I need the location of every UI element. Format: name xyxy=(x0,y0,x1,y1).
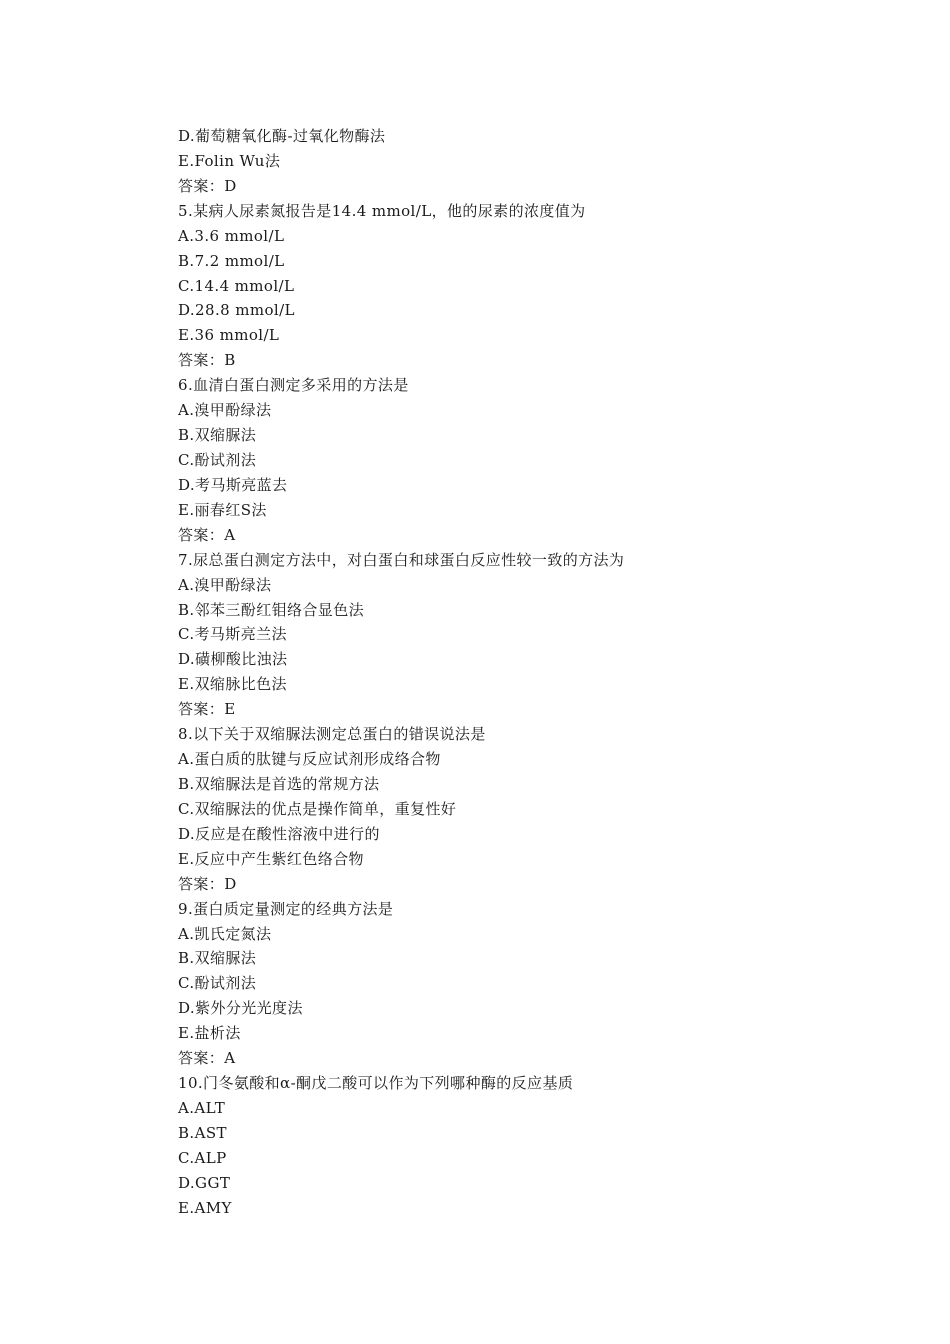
option-b-q10: B.AST xyxy=(178,1123,227,1142)
option-e-q4: E.Folin Wu法 xyxy=(178,151,281,170)
option-a-q10: A.ALT xyxy=(178,1098,226,1117)
option-b-q5: B.7.2 mmol/L xyxy=(178,251,285,270)
answer-q4: 答案：D xyxy=(178,176,237,195)
question-5: 5.某病人尿素氮报告是14.4 mmol/L，他的尿素的浓度值为 xyxy=(178,201,586,220)
option-d-q10: D.GGT xyxy=(178,1173,231,1192)
question-8: 8.以下关于双缩脲法测定总蛋白的错误说法是 xyxy=(178,725,486,744)
option-e-q6: E.丽春红S法 xyxy=(178,500,267,519)
option-d-q5: D.28.8 mmol/L xyxy=(178,301,295,320)
option-a-q5: A.3.6 mmol/L xyxy=(178,226,285,245)
option-e-q9: E.盐析法 xyxy=(178,1024,241,1043)
option-d-q7: D.磺柳酸比浊法 xyxy=(178,650,288,669)
option-a-q7: A.溴甲酚绿法 xyxy=(178,575,272,594)
option-a-q9: A.凯氏定氮法 xyxy=(178,924,272,943)
question-7: 7.尿总蛋白测定方法中，对白蛋白和球蛋白反应性较一致的方法为 xyxy=(178,550,625,569)
question-9: 9.蛋白质定量测定的经典方法是 xyxy=(178,899,394,918)
option-e-q8: E.反应中产生紫红色络合物 xyxy=(178,849,364,868)
option-a-q6: A.溴甲酚绿法 xyxy=(178,401,272,420)
option-c-q6: C.酚试剂法 xyxy=(178,450,257,469)
option-b-q7: B.邻苯三酚红钼络合显色法 xyxy=(178,600,364,619)
option-d-q8: D.反应是在酸性溶液中进行的 xyxy=(178,824,380,843)
option-e-q5: E.36 mmol/L xyxy=(178,326,280,345)
option-d-q4: D.葡萄糖氧化酶-过氧化物酶法 xyxy=(178,127,386,145)
option-e-q10: E.AMY xyxy=(178,1198,232,1217)
option-c-q9: C.酚试剂法 xyxy=(178,974,257,993)
option-c-q7: C.考马斯亮兰法 xyxy=(178,625,287,644)
document-page xyxy=(178,124,898,1221)
option-b-q6: B.双缩脲法 xyxy=(178,426,257,445)
answer-q9: 答案：A xyxy=(178,1049,236,1068)
answer-q5: 答案：B xyxy=(178,351,236,370)
option-c-q5: C.14.4 mmol/L xyxy=(178,276,295,295)
answer-q8: 答案：D xyxy=(178,874,237,893)
answer-q7: 答案：E xyxy=(178,700,236,719)
option-b-q9: B.双缩脲法 xyxy=(178,949,257,968)
option-a-q8: A.蛋白质的肽键与反应试剂形成络合物 xyxy=(178,750,441,769)
question-6: 6.血清白蛋白测定多采用的方法是 xyxy=(178,376,409,395)
option-c-q8: C.双缩脲法的优点是操作简单，重复性好 xyxy=(178,799,457,818)
option-c-q10: C.ALP xyxy=(178,1148,227,1167)
question-10: 10.门冬氨酸和α-酮戊二酸可以作为下列哪种酶的反应基质 xyxy=(178,1074,574,1093)
option-d-q6: D.考马斯亮蓝去 xyxy=(178,475,288,494)
option-b-q8: B.双缩脲法是首选的常规方法 xyxy=(178,774,380,793)
option-d-q9: D.紫外分光光度法 xyxy=(178,999,303,1018)
answer-q6: 答案：A xyxy=(178,525,236,544)
option-e-q7: E.双缩脉比色法 xyxy=(178,675,287,694)
